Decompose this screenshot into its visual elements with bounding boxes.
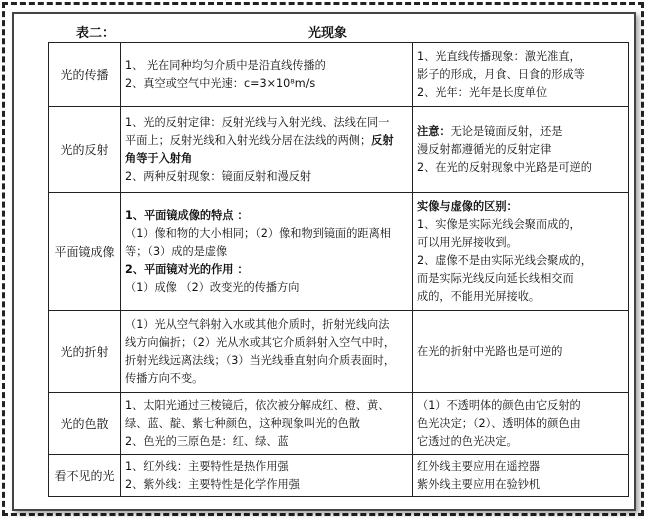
notes-line: 它透过的色光决定。	[417, 434, 518, 448]
notes-line: 色光决定；（2）、透明体的颜色由	[417, 416, 581, 430]
content-cell	[121, 193, 413, 311]
notes-label: 注意：	[417, 124, 451, 138]
table-row	[49, 193, 629, 311]
notes-line: 可以用光屏接收到。	[417, 235, 518, 249]
content-line: 2、色光的三原色是：红、绿、蓝	[125, 434, 289, 448]
category-cell: 看不见的光	[49, 455, 121, 497]
content-line: 绿、蓝、靛、紫七种颜色，这种现象叫光的色散	[125, 416, 360, 430]
content-line: （1）像和物的大小相同；（2）像和物到镜面的距离相	[125, 226, 391, 240]
notes-cell	[413, 455, 629, 497]
notes-line: 而是实际光线反向延长线相交而	[417, 271, 574, 285]
notes-title: 实像与虚像的区别：	[417, 199, 518, 213]
content-bold-line: 1、平面镜成像的特点 ：	[125, 208, 249, 222]
table-row	[49, 311, 629, 393]
table-row	[49, 43, 629, 107]
notes-line: 2、在光的反射现象中光路是可逆的	[417, 160, 592, 174]
notes-line: 紫外线主要应用在验钞机	[417, 477, 541, 491]
notes-line: 2、虚像不是由实际光线会聚成的，	[417, 253, 592, 267]
content-line: 2、真空或空气中光速：c=3×10⁸m/s	[125, 76, 316, 90]
table-label: 表二：	[76, 26, 116, 41]
category-cell: 平面镜成像	[49, 193, 121, 311]
notes-line: 1、实像是实际光线会聚而成的，	[417, 217, 581, 231]
content-bold-line: 角等于入射角	[125, 151, 193, 165]
notes-line: （1）不透明体的颜色由它反射的	[417, 398, 581, 412]
content-line: （1）成像 （2）改变光的传播方向	[125, 280, 300, 294]
notes-line: 影子的形成，月食、日食的形成等	[417, 67, 585, 81]
table-header	[48, 18, 628, 40]
light-phenomena-table	[48, 42, 629, 497]
content-text: 平面上；反射光线和入射光线分居在法线的两侧；	[125, 133, 372, 147]
content-bold: 反射	[371, 133, 394, 147]
content-cell	[121, 455, 413, 497]
notes-line	[417, 123, 624, 141]
category-cell: 光的色散	[49, 393, 121, 455]
content-line: 2、两种反射现象：镜面反射和漫反射	[125, 169, 312, 183]
category-cell: 光的传播	[49, 43, 121, 107]
category-cell: 光的折射	[49, 311, 121, 393]
content-line: 1、光的反射定律：反射光线与入射光线、法线在同一	[125, 115, 390, 129]
category-cell: 光的反射	[49, 107, 121, 193]
table-row	[49, 455, 629, 497]
content-line	[125, 132, 408, 150]
notes-cell	[413, 311, 629, 393]
notes-line: 2、光年：光年是长度单位	[417, 85, 548, 99]
content-line: 1、红外线：主要特性是热作用强	[125, 459, 289, 473]
table-row	[49, 107, 629, 193]
table-row	[49, 393, 629, 455]
table-title: 光现象	[308, 26, 348, 41]
content-bold-line: 2、平面镜对光的作用 ：	[125, 262, 249, 276]
content-line: （1）光从空气斜射入水或其他介质时，折射光线向法	[125, 317, 390, 331]
content-line: 线方向偏折；（2）光从水或其它介质斜射入空气中时，	[125, 335, 396, 349]
content-line: 传播方向不变。	[125, 371, 204, 385]
notes-line: 漫反射都遵循光的反射定律	[417, 142, 552, 156]
content-cell	[121, 311, 413, 393]
content-line: 1、 光在同种均匀介质中是沿直线传播的	[125, 58, 326, 72]
notes-line: 成的，不能用光屏接收。	[417, 289, 541, 303]
content-line: 1、太阳光通过三棱镜后，依次被分解成红、橙、黄、	[125, 398, 390, 412]
notes-line: 1、光直线传播现象：激光准直，	[417, 49, 581, 63]
content-cell	[121, 393, 413, 455]
notes-cell	[413, 393, 629, 455]
notes-line: 红外线主要应用在遥控器	[417, 459, 541, 473]
notes-cell	[413, 43, 629, 107]
notes-cell	[413, 107, 629, 193]
content-cell	[121, 43, 413, 107]
notes-text: 无论是镜面反射，还是	[450, 124, 563, 138]
notes-line: 在光的折射中光路也是可逆的	[417, 344, 563, 358]
content-cell	[121, 107, 413, 193]
content-line: 等；（3）成的是虚像	[125, 244, 228, 258]
notes-cell	[413, 193, 629, 311]
content-line: 2、紫外线：主要特性是化学作用强	[125, 477, 300, 491]
content-line: 折射光线远离法线；（3）当光线垂直射向介质表面时，	[125, 353, 396, 367]
